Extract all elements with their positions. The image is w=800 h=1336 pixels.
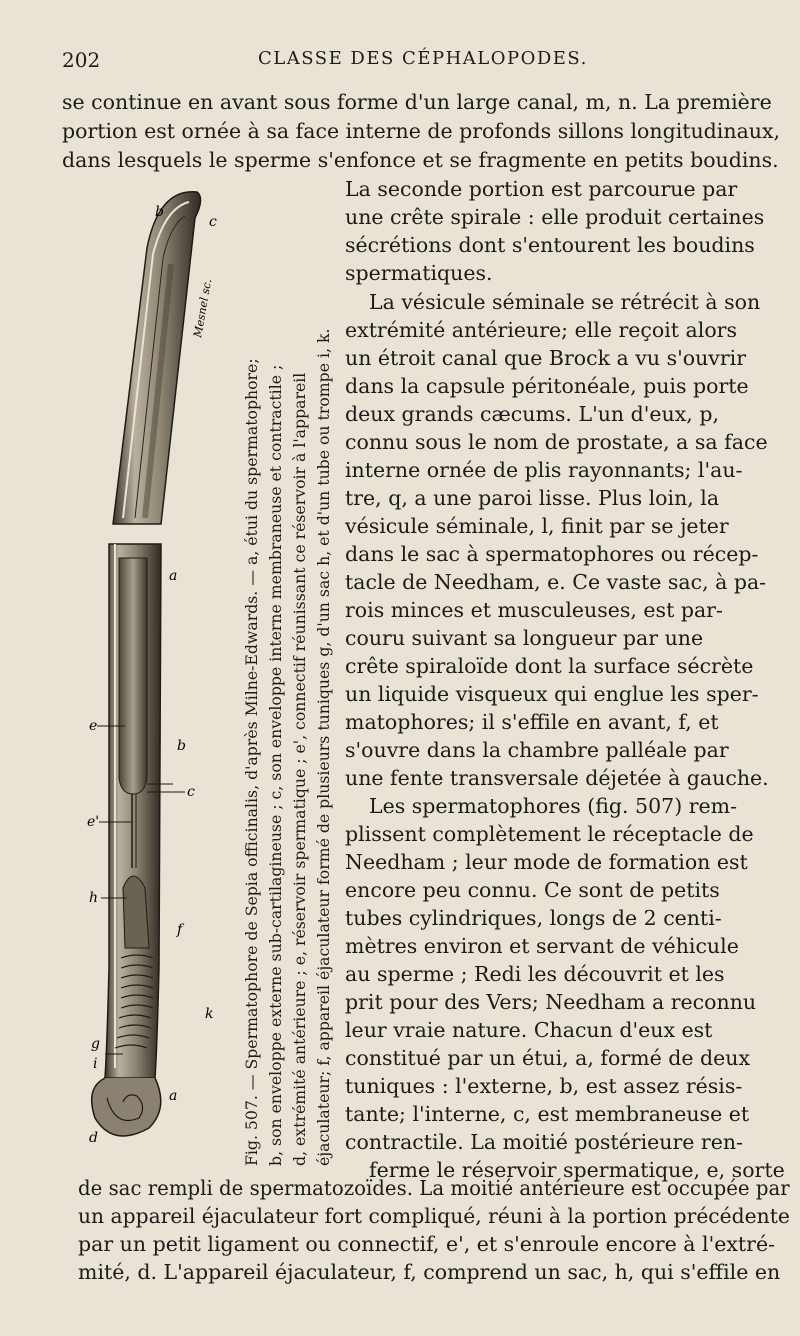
text-line: tuniques : l'externe, b, est assez résis- <box>345 1074 743 1098</box>
lower-tube <box>92 544 161 1136</box>
upper-tube <box>113 192 201 524</box>
text-line: spermatiques. <box>345 261 493 285</box>
text-line: tubes cylindriques, longs de 2 centi- <box>345 906 722 930</box>
text-line: contractile. La moitié postérieure ren- <box>345 1130 743 1154</box>
figure-label: a <box>169 568 178 584</box>
text-line: extrémité antérieure; elle reçoit alors <box>345 318 737 342</box>
figure-label: a <box>169 1088 178 1104</box>
text-line: s'ouvre dans la chambre palléale par <box>345 738 729 762</box>
text-line: tre, q, a une paroi lisse. Plus loin, la <box>345 486 720 510</box>
text-line: leur vraie nature. Chacun d'eux est <box>345 1018 713 1042</box>
text-line: prit pour des Vers; Needham a reconnu <box>345 990 757 1014</box>
text-line: mité, d. L'appareil éjaculateur, f, comprend un sac, h, qui s'effile en <box>78 1260 781 1284</box>
figure-label: h <box>89 890 99 906</box>
figure-label: b <box>155 204 164 220</box>
text-line: tacle de Needham, e. Ce vaste sac, à pa- <box>345 570 767 594</box>
text-line: dans le sac à spermatophores ou récep- <box>345 542 759 566</box>
text-line: ferme le réservoir spermatique, e, sorte <box>369 1158 785 1182</box>
text-line: un liquide visqueux qui englue les sper- <box>345 682 759 706</box>
text-line: connu sous le nom de prostate, a sa face <box>345 430 768 454</box>
text-line: encore peu connu. Ce sont de petits <box>345 878 720 902</box>
text-line: une fente transversale déjetée à gauche. <box>345 766 769 790</box>
engraver-signature: Mesnel sc. <box>191 277 215 339</box>
text-line: un étroit canal que Brock a vu s'ouvrir <box>345 346 747 370</box>
text-line: se continue en avant sous forme d'un large canal, m, n. La première <box>62 90 772 114</box>
text-line: plissent complètement le réceptacle de <box>345 822 754 846</box>
text-line: vésicule séminale, l, finit par se jeter <box>345 514 729 538</box>
text-line: sécrétions dont s'entourent les boudins <box>345 233 755 257</box>
text-line: un appareil éjaculateur fort compliqué, réuni à la portion précédente <box>78 1204 790 1228</box>
caption-line: b, son enveloppe externe sub-cartilagineuse ; c, son enveloppe interne membraneuse et contractile ; <box>266 364 285 1166</box>
figure-label: e' <box>87 814 100 830</box>
text-line: La vésicule séminale se rétrécit à son <box>369 290 761 314</box>
figure-label: f <box>177 922 183 938</box>
figure-label: d <box>89 1130 98 1146</box>
figure-label: i <box>93 1056 98 1072</box>
text-line: dans lesquels le sperme s'enfonce et se fragmente en petits boudins. <box>62 148 779 172</box>
text-line: La seconde portion est parcourue par <box>345 177 738 201</box>
figure-caption <box>240 190 336 1166</box>
figure-label: k <box>205 1006 214 1022</box>
text-line: tante; l'interne, c, est membraneuse et <box>345 1102 750 1126</box>
text-line: une crête spirale : elle produit certaines <box>345 205 765 229</box>
figure-label: b <box>177 738 186 754</box>
text-line: constitué par un étui, a, formé de deux <box>345 1046 751 1070</box>
page-number: 202 <box>62 48 101 72</box>
text-line: au sperme ; Redi les découvrit et les <box>345 962 725 986</box>
text-line: Les spermatophores (fig. 507) rem- <box>369 794 737 818</box>
text-line: dans la capsule péritonéale, puis porte <box>345 374 749 398</box>
caption-line: éjaculateur; f, appareil éjaculateur formé de plusieurs tuniques g, d'un sac h, et d'un tube ou trompe i, k. <box>314 328 333 1166</box>
text-line: mètres environ et servant de véhicule <box>345 934 739 958</box>
text-line: deux grands cæcums. L'un d'eux, p, <box>345 402 719 426</box>
figure-label: e <box>89 718 98 734</box>
figure-label: c <box>209 214 217 230</box>
text-line: rois minces et musculeuses, est par- <box>345 598 723 622</box>
text-line: par un petit ligament ou connectif, e', et s'enroule encore à l'extré- <box>78 1232 776 1256</box>
text-line: couru suivant sa longueur par une <box>345 626 704 650</box>
text-line: crête spiraloïde dont la surface sécrète <box>345 654 754 678</box>
caption-line: Fig. 507. — Spermatophore de Sepia officinalis, d'après Milne-Edwards. — a, étui du spermatophore; <box>242 358 261 1166</box>
text-line: interne ornée de plis rayonnants; l'au- <box>345 458 743 482</box>
figure-label: c <box>187 784 195 800</box>
caption-line: d, extrémité antérieure ; e, réservoir spermatique ; e', connectif réunissant ce réservoir à l'appareil <box>290 372 309 1166</box>
running-head: CLASSE DES CÉPHALOPODES. <box>258 48 588 69</box>
page-header <box>62 46 752 76</box>
figure-label: g <box>91 1036 100 1052</box>
text-line: Needham ; leur mode de formation est <box>345 850 748 874</box>
text-line: de sac rempli de spermatozoïdes. La moitié antérieure est occupée par <box>78 1176 790 1200</box>
text-line: portion est ornée à sa face interne de profonds sillons longitudinaux, <box>62 119 781 143</box>
text-line: matophores; il s'effile en avant, f, et <box>345 710 719 734</box>
